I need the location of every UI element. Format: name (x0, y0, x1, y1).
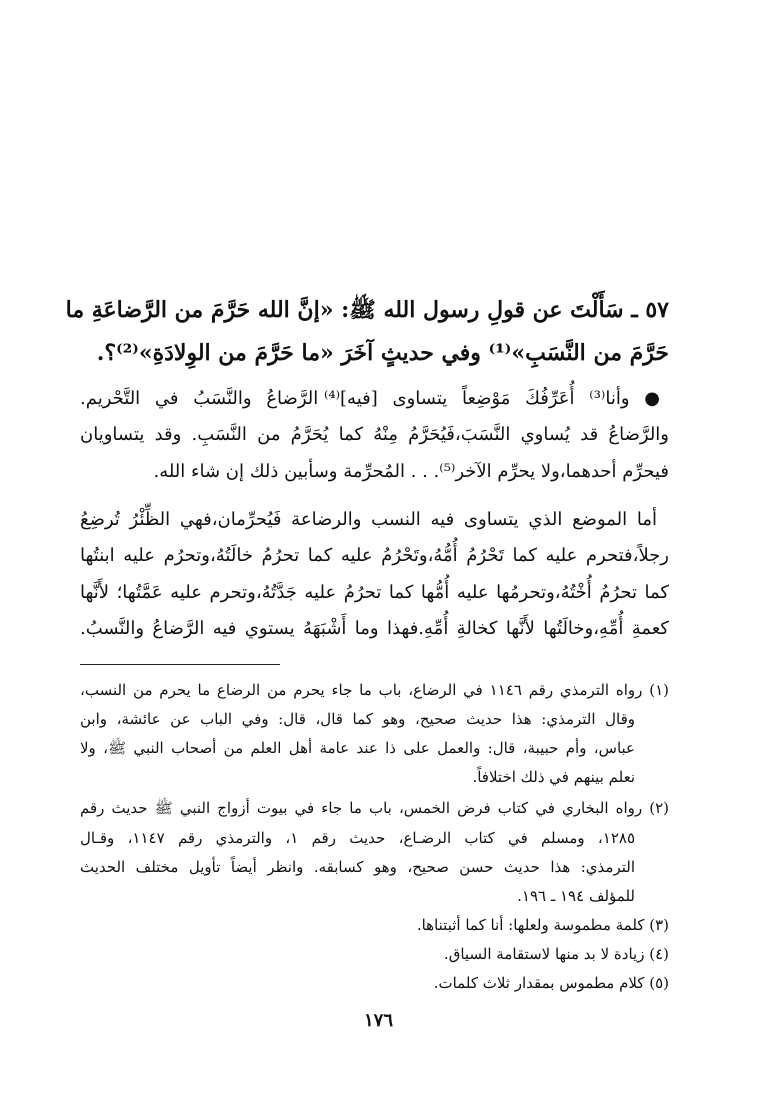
footnote-2-line-2: ١٢٨٥، ومسلم في كتاب الرضـاع، حديث رقم ١، والترمذي رقم ١١٤٧، وقـال (80, 829, 636, 847)
footnote-divider (80, 664, 280, 665)
footnote-3: (٣) كلمة مطموسة ولعلها: أنا كما أثبتناها. (416, 916, 669, 934)
footnote-1-line-1: (١) رواه الترمذي رقم ١١٤٦ في الرضاع، باب ما جاء يحرم من الرضاع ما يحرم من النسب، (80, 681, 669, 699)
answer-line-2: والرَّضاعُ قد يُساوي النَّسَبَ،فَيُحَرَّمُ مِنْهُ كما يُحَرَّمُ من النَّسَبِ. وقد يتساويان (80, 424, 669, 445)
footnote-4: (٤) زيادة لا بد منها لاستقامة السياق. (443, 945, 669, 963)
footnote-2-line-4: للمؤلف ١٩٤ ـ ١٩٦. (517, 887, 635, 905)
explanation-line-3: كما تحرُمُ أُخْتُهُ،وتحرمُها عليه أُمُّها كما تحرُمُ عليه جَدَّتُهُ،وتحرم عليه عَمَّتُها؛ لأَنَّها (80, 582, 669, 603)
question-heading-line-2: حَرَّمَ من النَّسَبِ»⁽¹⁾ وفي حديثٍ آخَرَ «ما حَرَّمَ من الوِلادَةِ»⁽²⁾؟. (96, 340, 669, 366)
footnote-5: (٥) كلام مطموس بمقدار ثلاث كلمات. (433, 974, 669, 992)
question-heading-line-1: ٥٧ ـ سَأَلْتَ عن قولِ رسول الله ﷺ: «إنَّ الله حَرَّمَ من الرَّضاعَةِ ما (65, 297, 669, 323)
footnote-1-line-3: عباس، وأم حبيبة، قال: والعمل على ذا عند عامة أهل العلم من أصحاب النبي ﷺ، ولا (80, 739, 635, 757)
explanation-line-4: كعمةِ أُمِّهِ،وخالَتُها لأَنَّها كخالةِ أُمِّهِ.فهذا وما أَشْبَهَهُ يستوي فيه الرَّضاعُ والنَّسبُ. (80, 618, 669, 639)
footnote-2-line-1: (٢) رواه البخاري في كتاب فرض الخمس، باب ما جاء في بيوت أزواج النبي ﷺ حديث رقم (80, 799, 669, 817)
footnote-1-line-2: وقال الترمذي: هذا حديث صحيح، وهو كما قال، قال: وفي الباب عن عائشة، وابن (80, 710, 635, 728)
footnote-2-line-3: الترمذي: هذا حديث حسن صحيح، وهو كسابقه. وانظر أيضاً تأويل مختلف الحديث (80, 858, 635, 876)
page-number: ١٧٦ (363, 1010, 393, 1031)
footnote-1-line-4: نعلم بينهم في ذلك اختلافاً. (472, 768, 635, 786)
explanation-line-1: أما الموضع الذي يتساوى فيه النسب والرضاعة فَيُحرِّمان،فهي الظِّئْرُ تُرضِعُ (80, 509, 657, 530)
answer-line-1: ● وأنا⁽³⁾ أُعَرِّفُكَ مَوْضِعاً يتساوى [فيه]⁽⁴⁾ الرَّضاعُ والنَّسَبُ في التَّحْريم. (80, 388, 669, 409)
answer-line-3: فيحرِّم أحدهما،ولا يحرِّم الآخر⁽⁵⁾. . . المُحرِّمة وسأبين ذلك إن شاء الله. (153, 461, 669, 482)
explanation-line-2: رجلاً،فتحرم عليه كما تَحْرُمُ أُمُّهُ،وتَحْرُمُ عليه كما تحرُمُ خالَتُهُ،وتحرُم عليه ابنتُها (80, 545, 669, 566)
